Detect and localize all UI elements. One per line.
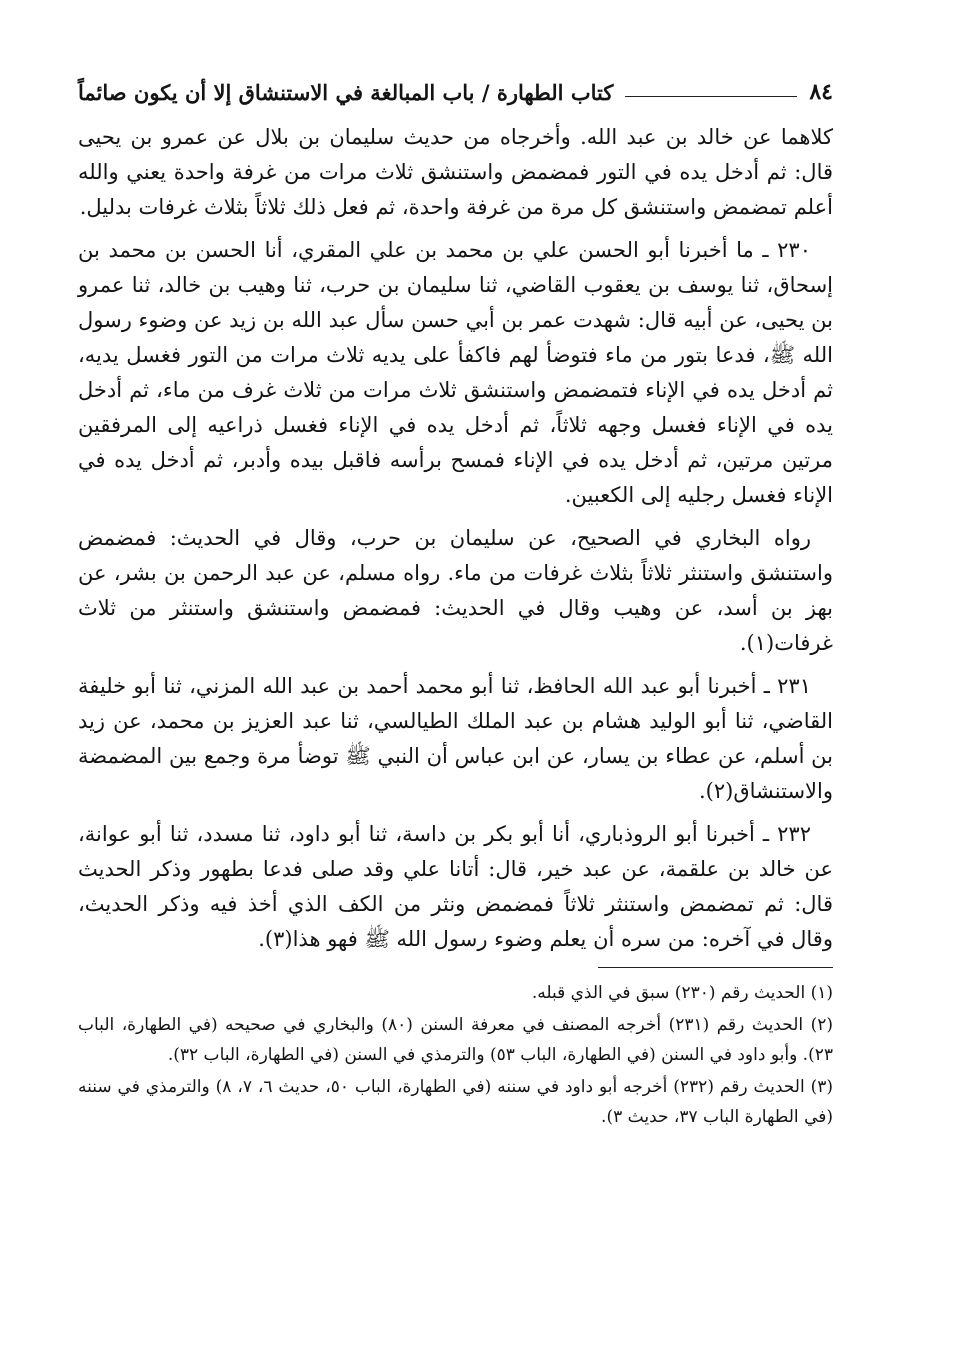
hadith-231: ٢٣١ ـ أخبرنا أبو عبد الله الحافظ، ثنا أبو محمد أحمد بن عبد الله المزني، ثنا أبو خليفة القاضي، ثنا أبو الوليد هشام بن عبد الملك الطيالسي، ثنا عبد العزيز بن محمد، عن زيد بن أسلم، عن عطاء بن يسار، عن ابن عباس أن النبي ﷺ توضأ مرة وجمع بين المضمضة والاستنشاق(٢). [78,674,833,803]
hadith-230-commentary: رواه البخاري في الصحيح، عن سليمان بن حرب، وقال في الحديث: فمضمض واستنشق واستنثر ثلاثاً بثلاث غرفات من ماء. رواه مسلم، عن عبد الرحمن بن بشر، عن بهز بن أسد، عن وهيب وقال في الحديث: فمضمض واستنشق واستنثر من ثلاث غرفات(١). [78,526,833,655]
header-title: كتاب الطهارة / باب المبالغة في الاستنشاق إلا أن يكون صائماً [78,79,614,105]
running-header [78,72,833,112]
main-text [78,120,833,957]
hadith-230: ٢٣٠ ـ ما أخبرنا أبو الحسن علي بن محمد بن علي المقري، أنا الحسن بن محمد بن إسحاق، ثنا يوسف بن يعقوب القاضي، ثنا سليمان بن حرب، ثنا وهيب بن خالد، ثنا عمرو بن يحيى، عن أبيه قال: شهدت عمر بن أبي حسن سأل عبد الله بن زيد عن وضوء رسول الله ﷺ، فدعا بتور من ماء فتوضأ لهم فاكفأ على يديه ثلاث مرات من التور فغسل يديه، ثم أدخل يده في الإناء فتمضمض واستنشق ثلاث مرات من ثلاث غرف من ماء، ثم أدخل يده في الإناء فغسل وجهه ثلاثاً، ثم أدخل يده في الإناء فغسل ذراعيه إلى المرفقين مرتين مرتين، ثم أدخل يده في الإناء فمسح برأسه فاقبل بيده وأدبر، ثم أدخل يده في الإناء فغسل رجليه إلى الكعبين. [78,238,833,507]
header-rule [625,96,797,97]
footnote-2: (٢) الحديث رقم (٢٣١) أخرجه المصنف في معرفة السنن (٨٠) والبخاري في صحيحه (في الطهارة، الباب ٢٣). وأبو داود في السنن (في الطهارة، الباب ٥٣) والترمذي في السنن (في الطهارة، الباب ٣٢). [78,1015,833,1065]
hadith-232: ٢٣٢ ـ أخبرنا أبو الروذباري، أنا أبو بكر بن داسة، ثنا أبو داود، ثنا مسدد، ثنا أبو عوانة، عن خالد بن علقمة، عن عبد خير، قال: أتانا علي وقد صلى فدعا بطهور وذكر الحديث قال: ثم تمضمض واستنثر ثلاثاً فمضمض ونثر من الكف الذي أخذ فيه وذكر الحديث، وقال في آخره: من سره أن يعلم وضوء رسول الله ﷺ فهو هذا(٣). [78,822,833,951]
footnote-1: (١) الحديث رقم (٢٣٠) سبق في الذي قبله. [531,983,833,1003]
footnotes [78,978,833,1132]
footnote-separator [598,967,833,968]
paragraph-continuation: كلاهما عن خالد بن عبد الله. وأخرجاه من حديث سليمان بن بلال عن عمرو بن يحيى قال: ثم أدخل يده في التور فمضمض واستنشق ثلاث مرات من غرفة واحدة يعني والله أعلم تمضمض واستنشق كل مرة من غرفة واحدة، ثم فعل ذلك ثلاثاً بثلاث غرفات بدليل. [78,125,834,219]
footnote-3: (٣) الحديث رقم (٢٣٢) أخرجه أبو داود في سننه (في الطهارة، الباب ٥٠، حديث ٦، ٧، ٨) والترمذي في سننه (في الطهارة الباب ٣٧، حديث ٣). [78,1077,834,1127]
page-number: ٨٤ [809,79,833,105]
